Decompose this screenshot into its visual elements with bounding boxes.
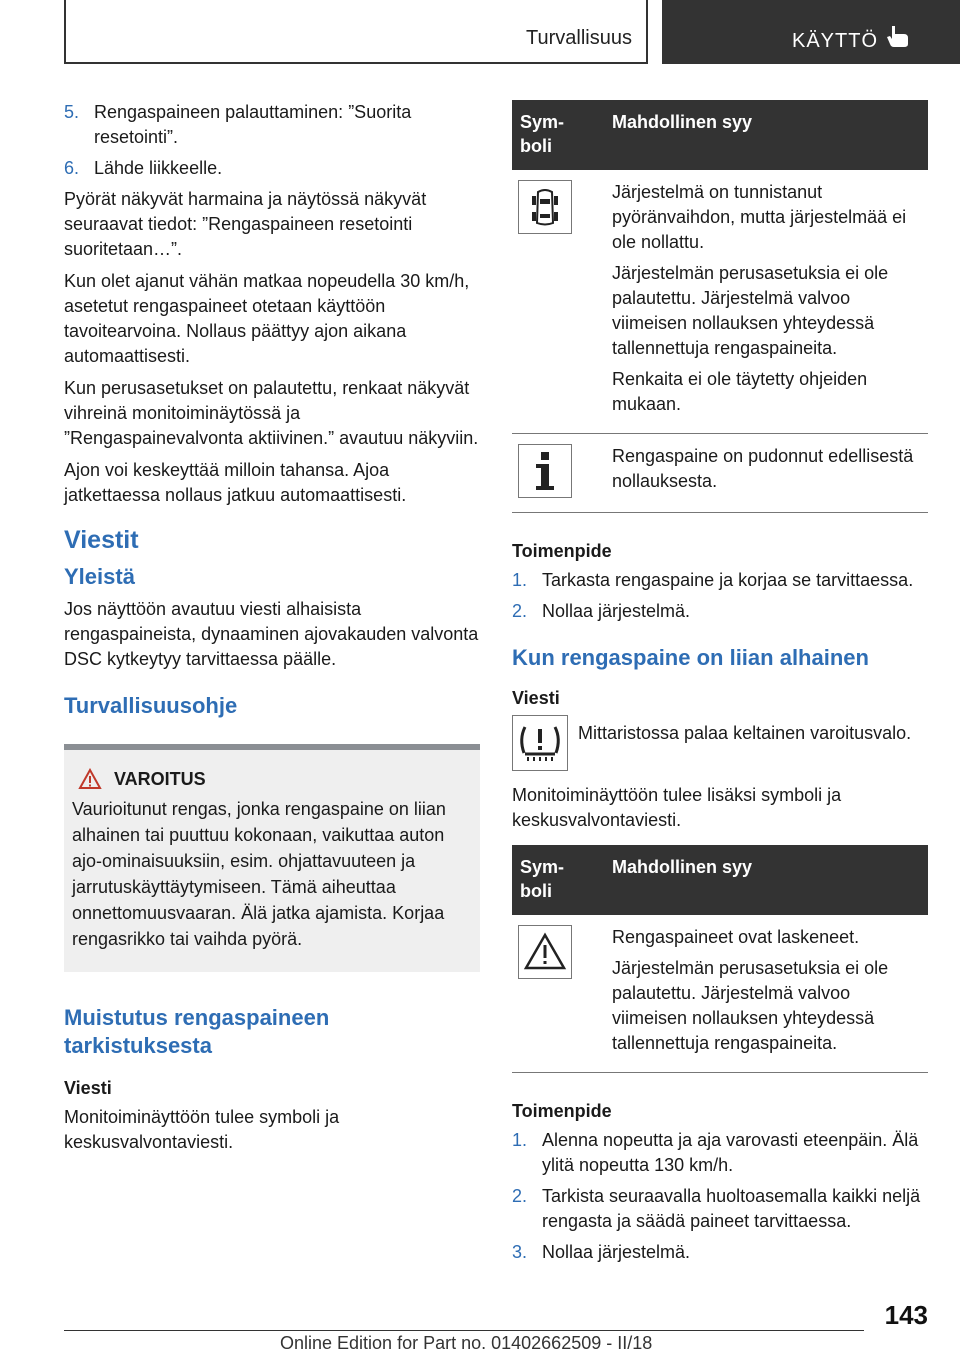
- heading-toimenpide: Toimenpide: [512, 541, 612, 561]
- paragraph: Monitoiminäyttöön tulee symboli ja keskusvalvontaviesti.: [64, 1107, 340, 1152]
- info-icon: [518, 444, 572, 498]
- heading-liian-alhainen: Kun rengaspaine on liian alhainen: [512, 645, 869, 670]
- paragraph: Pyörät näkyvät harmaina ja näytössä näkyvät seuraavat tiedot: ”Rengaspaineen resetointi suoritetaan…”.: [64, 189, 427, 259]
- list-item: [512, 599, 928, 624]
- step-number: 1.: [512, 1130, 528, 1150]
- tire-pressure-warning-icon: [512, 715, 568, 771]
- chapter-title: KÄYTTÖ: [792, 30, 879, 52]
- paragraph: Kun perusasetukset on palautettu, renkaat näkyvät vihreinä monitoiminäytössä ja ”Rengaspainevalvonta aktiivinen.” avautuu näkyviin.: [64, 378, 479, 448]
- footer-divider: [64, 1330, 864, 1331]
- step-text: Lähde liikkeelle.: [94, 158, 223, 178]
- heading-viesti: Viesti: [64, 1078, 112, 1098]
- step-number: 3.: [512, 1242, 528, 1262]
- cause-text: Järjestelmän perusasetuksia ei ole palautettu. Järjestelmä valvoo viimeisen nollauksen yhteydessä tallennettuja rengaspaineita.: [612, 263, 889, 358]
- step-number: 1.: [512, 570, 528, 590]
- right-column: [512, 100, 928, 1271]
- heading-toimenpide: Toimenpide: [512, 1101, 612, 1121]
- left-column: [64, 100, 480, 1155]
- symbol-table-2: [512, 845, 928, 1073]
- step-text: Nollaa järjestelmä.: [542, 601, 691, 621]
- table-row: [512, 170, 928, 434]
- heading-yleista: Yleistä: [64, 564, 135, 589]
- heading-turvallisuusohje: Turvallisuusohje: [64, 693, 238, 718]
- message-row: [512, 715, 928, 771]
- warning-triangle-icon: [518, 925, 572, 979]
- step-text: Alenna nopeutta ja aja varovasti eteenpäin. Älä ylitä nopeutta 130 km/h.: [542, 1130, 919, 1175]
- list-item: [512, 1240, 928, 1265]
- list-item: [512, 1184, 928, 1234]
- paragraph: Monitoiminäyttöön tulee lisäksi symboli ja keskusvalvontaviesti.: [512, 785, 842, 830]
- car-tire-reset-icon: [518, 180, 572, 234]
- table-row: [512, 434, 928, 513]
- pointing-hand-icon: [884, 24, 910, 48]
- warning-triangle-icon: [78, 768, 102, 790]
- heading-viesti: Viesti: [512, 688, 560, 708]
- table-header-row: [512, 100, 928, 170]
- table-header-row: [512, 845, 928, 915]
- column-header-cause: Mahdollinen syy: [604, 845, 928, 915]
- heading-viestit: Viestit: [64, 526, 139, 554]
- list-item: [512, 1128, 928, 1178]
- list-item: [512, 568, 928, 593]
- symbol-table-1: [512, 100, 928, 513]
- warning-text: Vaurioitunut rengas, jonka rengaspaine on liian alhainen tai puuttuu kokonaan, vaikuttaa auton ajo-ominaisuuksiin, esim. ohjattavuuteen ja jarrutuskäyttäytymiseen. Tämä aiheuttaa onnettomuusvaaran. Älä jatka ajamista. Korjaa rengasrikko tai vaihda pyörä.: [72, 799, 446, 949]
- cause-text: Järjestelmän perusasetuksia ei ole palautettu. Järjestelmä valvoo viimeisen nollauksen yhteydessä tallennettuja rengaspaineita.: [612, 958, 889, 1053]
- column-header-symbol: Sym- boli: [512, 845, 604, 915]
- cause-text: Järjestelmä on tunnistanut pyöränvaihdon, mutta järjestelmää ei ole nollattu.: [612, 182, 907, 252]
- header-section-box: [64, 0, 648, 64]
- page-number: 143: [884, 1300, 928, 1330]
- section-title: Turvallisuus: [526, 27, 632, 49]
- step-number: 5.: [64, 102, 80, 122]
- cause-text: Rengaspaine on pudonnut edellisestä nollauksesta.: [612, 446, 914, 491]
- cause-text: Rengaspaineet ovat laskeneet.: [612, 927, 860, 947]
- step-number: 2.: [512, 601, 528, 621]
- column-header-cause: Mahdollinen syy: [604, 100, 928, 170]
- chapter-tab[interactable]: [662, 0, 960, 64]
- warning-title-text: VAROITUS: [114, 768, 206, 789]
- column-header-symbol: Sym- boli: [512, 100, 604, 170]
- step-text: Tarkista seuraavalla huoltoasemalla kaikki neljä rengasta ja säädä paineet tarvittaessa.: [542, 1186, 921, 1231]
- table-row: [512, 915, 928, 1073]
- list-item: [64, 100, 480, 150]
- warning-box: [64, 744, 480, 972]
- step-number: 6.: [64, 158, 80, 178]
- message-text: Mittaristossa palaa keltainen varoitusvalo.: [578, 723, 912, 743]
- step-text: Tarkasta rengaspaine ja korjaa se tarvittaessa.: [542, 570, 914, 590]
- paragraph: Kun olet ajanut vähän matkaa nopeudella 30 km/h, asetetut rengaspaineet otetaan käyttöön tavoitearvoina. Nollaus päättyy ajon aikana automaattisesti.: [64, 271, 470, 366]
- step-text: Rengaspaineen palauttaminen: ”Suorita resetointi”.: [94, 102, 412, 147]
- warning-title: [72, 768, 472, 790]
- step-number: 2.: [512, 1186, 528, 1206]
- footer-edition[interactable]: Online Edition for Part no. 01402662509 - II/18: [280, 1333, 653, 1353]
- list-item: [64, 156, 480, 181]
- paragraph: Jos näyttöön avautuu viesti alhaisista rengaspaineista, dynaaminen ajovakauden valvonta DSC kytkeytyy tarvittaessa päälle.: [64, 599, 479, 669]
- heading-muistutus: Muistutus rengaspaineen tarkistuksesta: [64, 1005, 330, 1058]
- paragraph: Ajon voi keskeyttää milloin tahansa. Ajoa jatkettaessa nollaus jatkuu automaattisesti.: [64, 460, 407, 505]
- cause-text: Renkaita ei ole täytetty ohjeiden mukaan.: [612, 369, 868, 414]
- step-text: Nollaa järjestelmä.: [542, 1242, 691, 1262]
